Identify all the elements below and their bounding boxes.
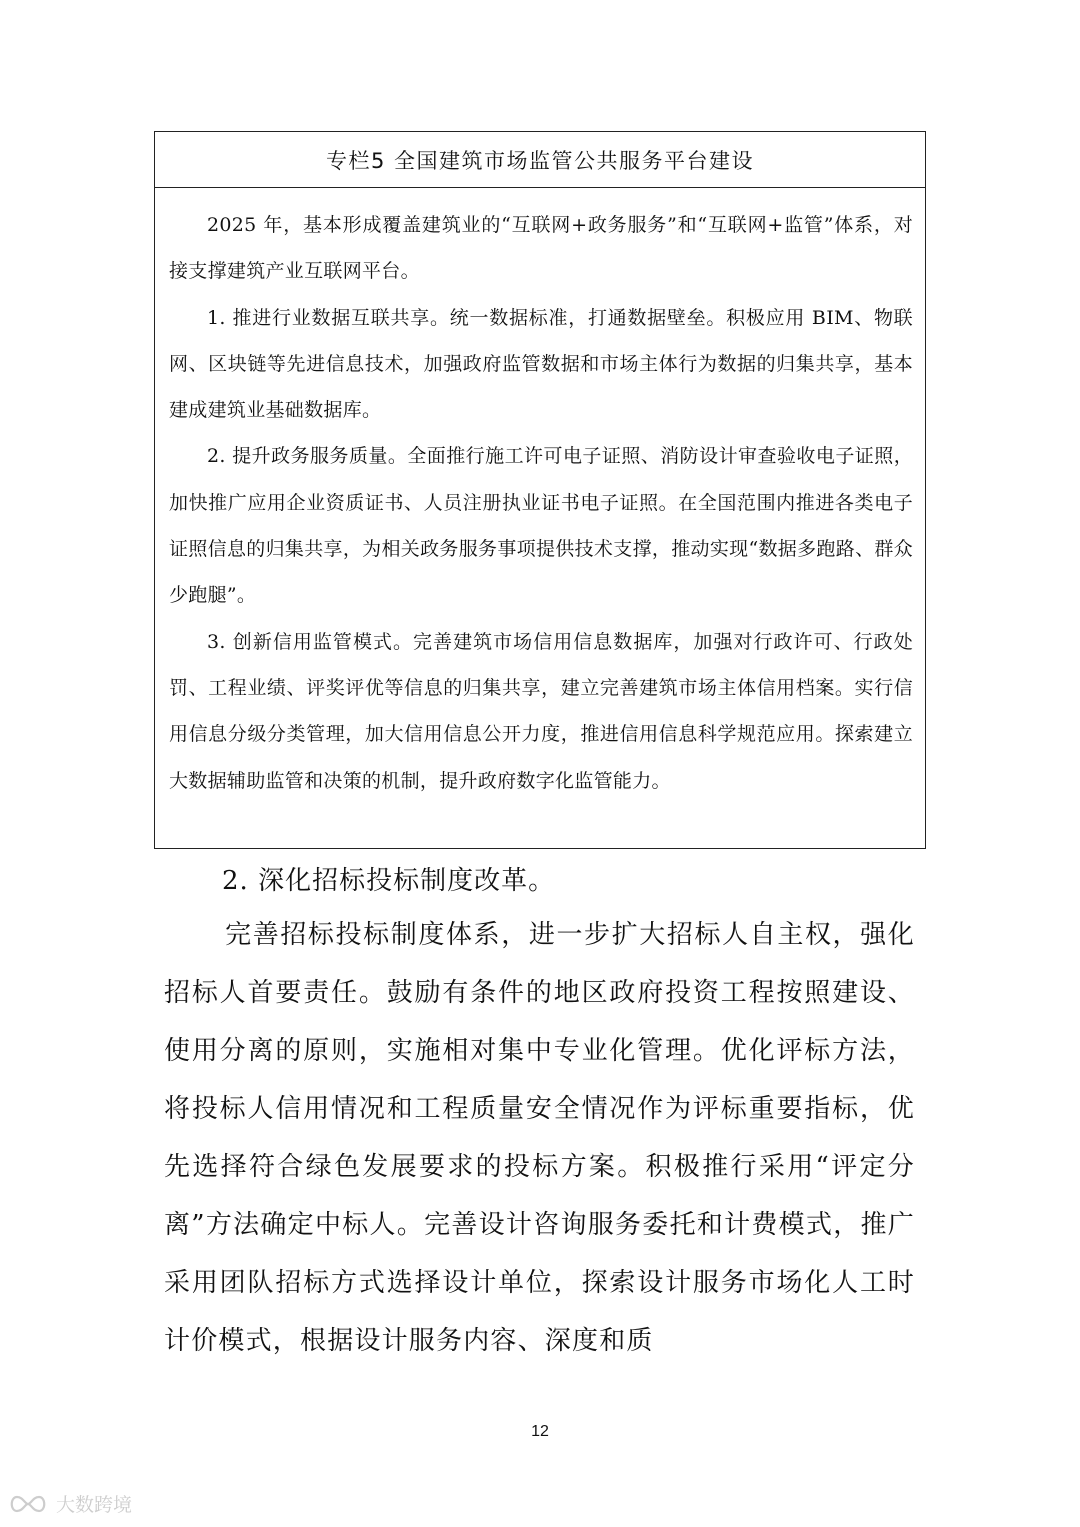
watermark [6, 1490, 132, 1517]
column-box-paragraph: 2. 提升政务服务质量。全面推行施工许可电子证照、消防设计审查验收电子证照，加快推广应用企业资质证书、人员注册执业证书电子证照。在全国范围内推进各类电子证照信息的归集共享，为相关政务服务事项提供技术支撑，推动实现“数据多跑路、群众少跑腿”。 [169, 445, 913, 607]
infinity-logo-icon [6, 1493, 50, 1515]
column-box-paragraph: 3. 创新信用监管模式。完善建筑市场信用信息数据库，加强对行政许可、行政处罚、工程业绩、评奖评优等信息的归集共享，建立完善建筑市场主体信用档案。实行信用信息分级分类管理，加大信用信息公开力度，推进信用信息科学规范应用。探索建立大数据辅助监管和决策的机制，提升政府数字化监管能力。 [169, 630, 913, 792]
column-box-title: 专栏5 全国建筑市场监管公共服务平台建设 [155, 132, 925, 188]
column-box [154, 131, 926, 849]
body-paragraph: 完善招标投标制度体系，进一步扩大招标人自主权，强化招标人首要责任。鼓励有条件的地区政府投资工程按照建设、使用分离的原则，实施相对集中专业化管理。优化评标方法，将投标人信用情况和工程质量安全情况作为评标重要指标，优先选择符合绿色发展要求的投标方案。积极推行采用“评定分离”方法确定中标人。完善设计咨询服务委托和计费模式，推广采用团队招标方式选择设计单位，探索设计服务市场化人工时计价模式，根据设计服务内容、深度和质 [164, 920, 915, 1356]
column-box-body [155, 188, 925, 804]
page-number: 12 [531, 1423, 549, 1440]
column-box-paragraph: 1. 推进行业数据互联共享。统一数据标准，打通数据壁垒。积极应用 BIM、物联网、区块链等先进信息技术，加强政府监管数据和市场主体行为数据的归集共享，基本建成建筑业基础数据库。 [169, 306, 913, 422]
watermark-text: 大数跨境 [56, 1494, 133, 1516]
column-box-paragraph: 2025 年，基本形成覆盖建筑业的“互联网+政务服务”和“互联网+监管”体系，对接支撑建筑产业互联网平台。 [169, 214, 913, 283]
section-heading: 2. 深化招标投标制度改革。 [222, 866, 556, 896]
